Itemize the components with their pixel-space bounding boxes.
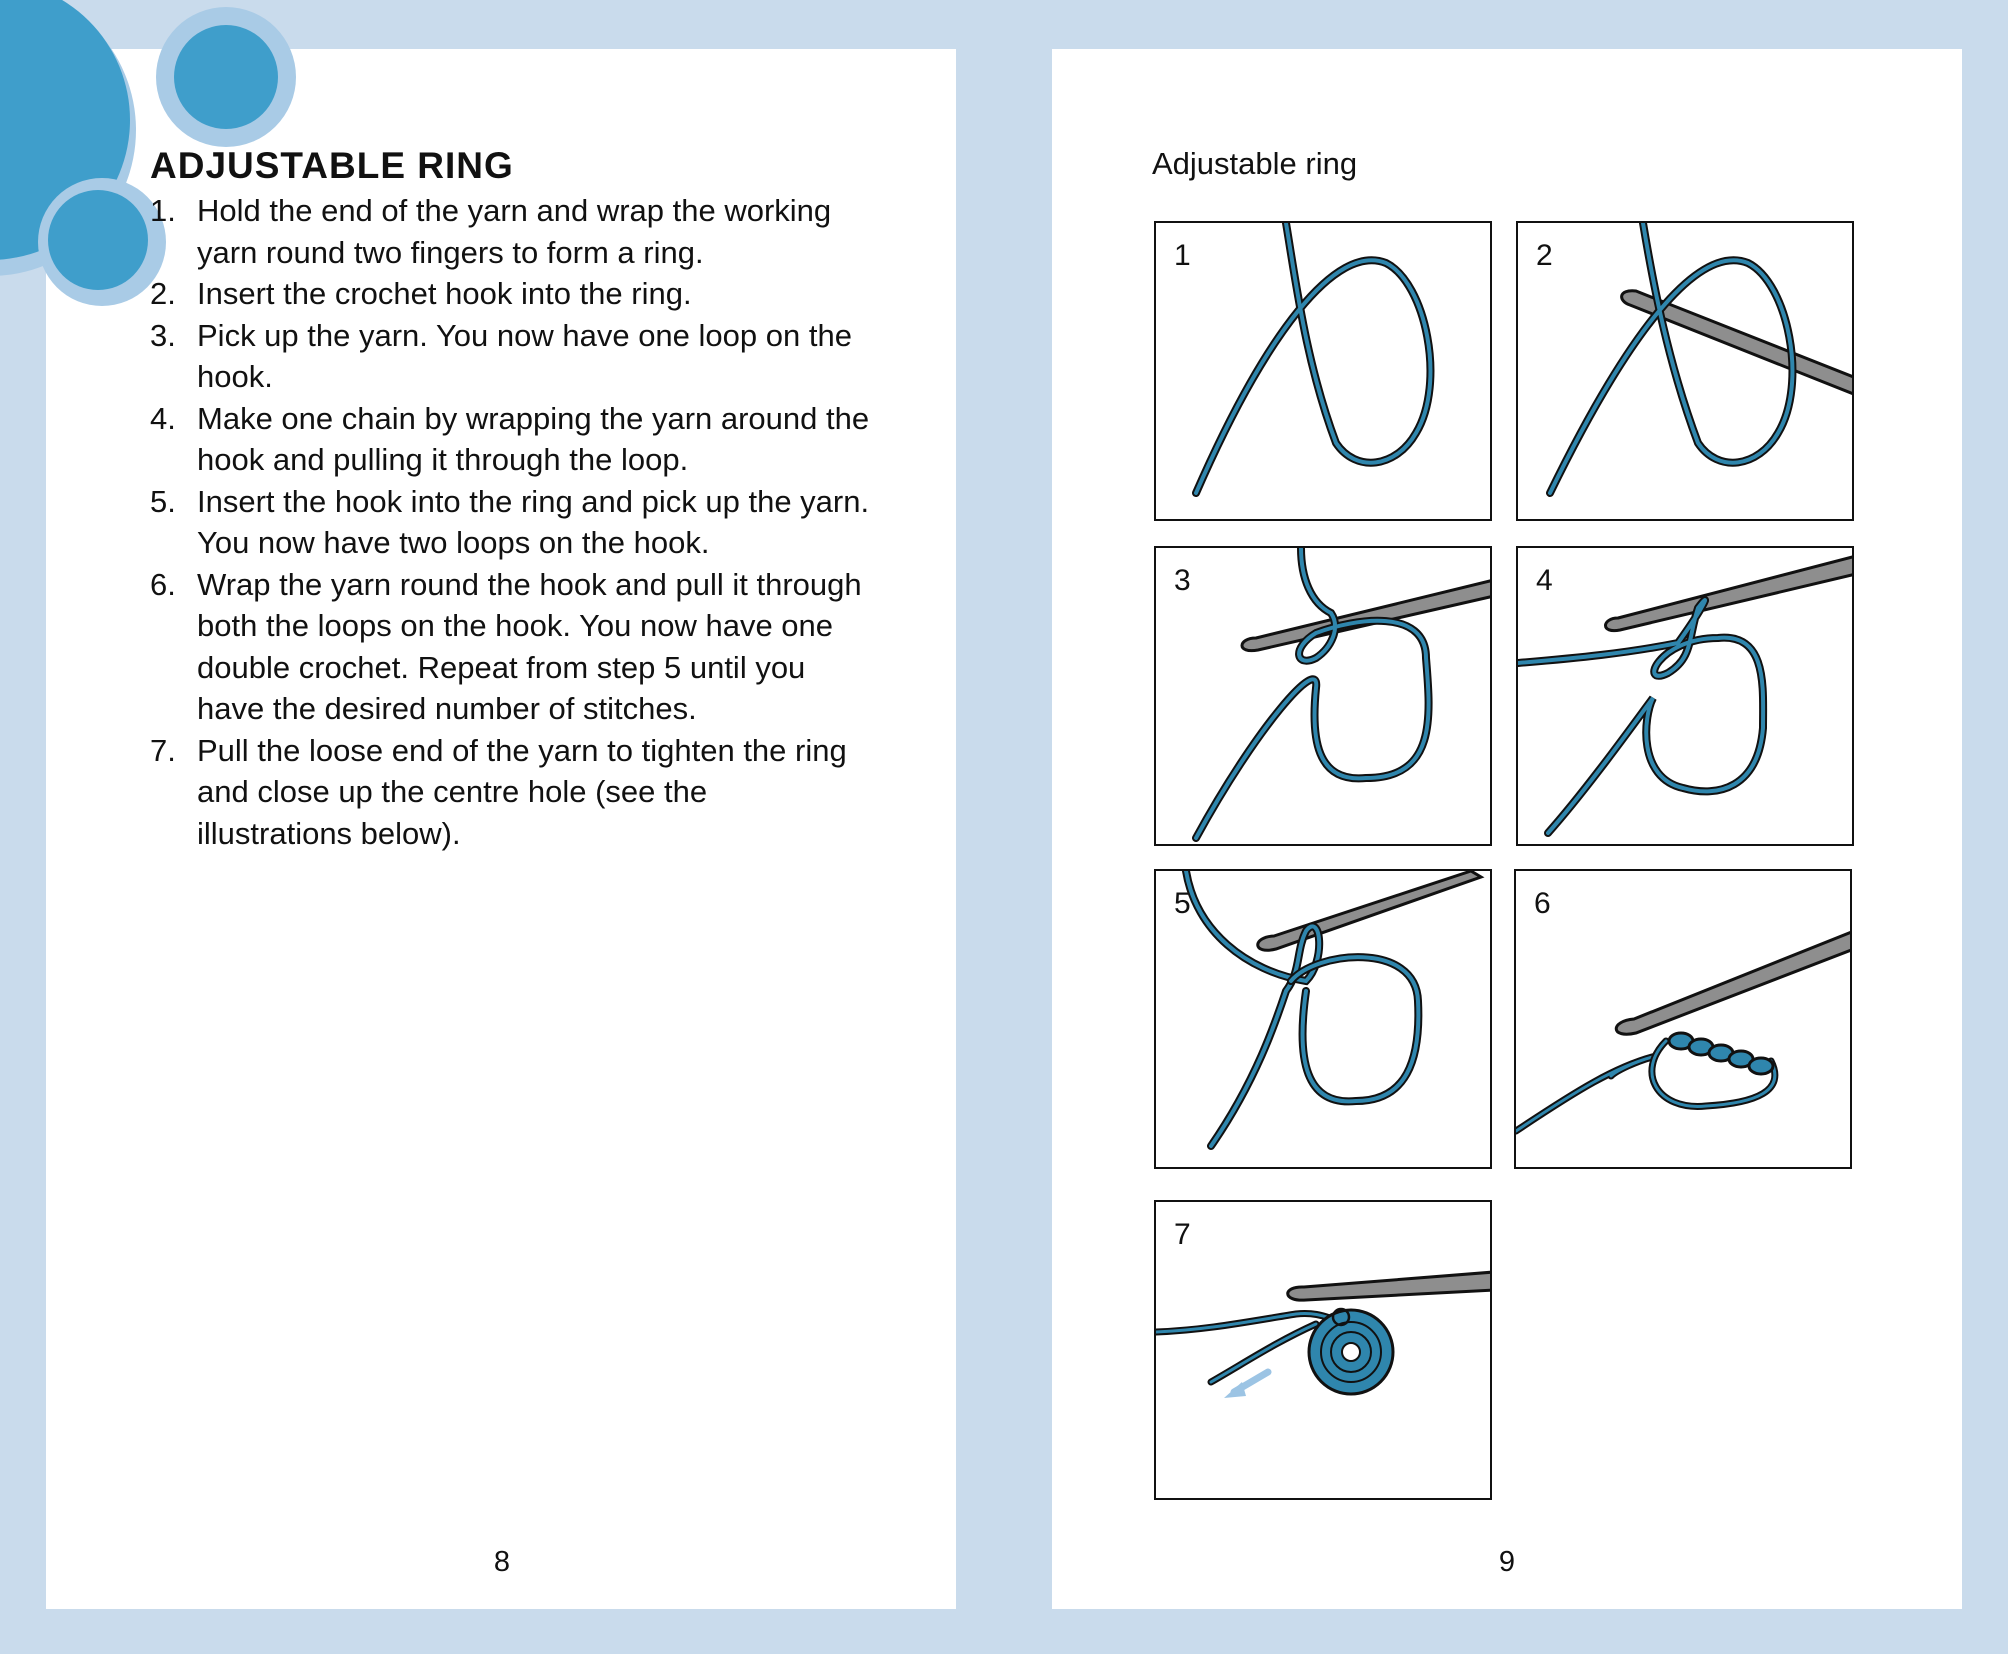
step-text: Make one chain by wrapping the yarn around the hook and pulling it through the loop. (197, 400, 870, 477)
instruction-steps (150, 190, 870, 854)
panel-label: 1 (1174, 239, 1191, 272)
panel-label: 5 (1174, 887, 1191, 920)
step-panel-6 (1514, 869, 1852, 1169)
step-item (150, 398, 870, 481)
step-panel-3 (1154, 546, 1492, 846)
panel-label: 3 (1174, 564, 1191, 597)
step-text: Pull the loose end of the yarn to tighten the ring and close up the centre hole (see the illustrations below). (197, 732, 847, 851)
section-heading: ADJUSTABLE RING (150, 145, 514, 186)
page-number-right: 9 (1498, 1546, 1516, 1578)
step-item (150, 730, 870, 855)
page-number-left: 8 (493, 1546, 511, 1578)
step-panel-4 (1516, 546, 1854, 846)
step-text: Wrap the yarn round the hook and pull it through both the loops on the hook. You now have one double crochet. Repeat from step 5 until you have the desired number of stitches. (197, 566, 862, 726)
step-number: 4. (150, 400, 176, 436)
stitches-cluster (1669, 1033, 1773, 1074)
step-text: Insert the hook into the ring and pick up the yarn. You now have two loops on the hook. (197, 483, 870, 560)
ring-cluster (1309, 1309, 1393, 1394)
panel-label: 6 (1534, 887, 1551, 920)
panel-label: 4 (1536, 564, 1553, 597)
chain-stitch-illustration (1518, 548, 1854, 846)
figure-title: Adjustable ring (1152, 146, 1358, 181)
step-panel-1 (1154, 221, 1492, 521)
step-panel-5 (1154, 869, 1492, 1169)
step-panel-2 (1516, 221, 1854, 521)
pull-arrow-icon (1224, 1372, 1268, 1398)
step-item (150, 315, 870, 398)
yarn-loop-illustration (1156, 223, 1492, 521)
step-panel-7 (1154, 1200, 1492, 1500)
step-number: 2. (150, 276, 176, 311)
bubble-small (48, 190, 148, 290)
step-number: 3. (150, 317, 176, 353)
two-loops-illustration (1156, 871, 1492, 1169)
step-text: Pick up the yarn. You now have one loop on the hook. (197, 317, 852, 394)
panel-label: 7 (1174, 1218, 1191, 1251)
step-number: 7. (150, 732, 176, 768)
step-text: Hold the end of the yarn and wrap the working yarn round two fingers to form a ring. (197, 193, 832, 270)
step-number: 1. (150, 193, 176, 228)
step-item (150, 190, 870, 273)
stitches-on-ring-illustration (1516, 871, 1852, 1169)
step-number: 6. (150, 566, 176, 602)
bubble-top (174, 25, 278, 129)
hook-in-loop-illustration (1518, 223, 1854, 521)
panel-label: 2 (1536, 239, 1553, 272)
tightened-ring-illustration (1156, 1202, 1492, 1500)
step-item (150, 481, 870, 564)
hook-one-loop-illustration (1156, 548, 1492, 846)
step-text: Insert the crochet hook into the ring. (197, 276, 692, 311)
step-item (150, 273, 870, 315)
step-item (150, 564, 870, 730)
step-number: 5. (150, 483, 176, 519)
